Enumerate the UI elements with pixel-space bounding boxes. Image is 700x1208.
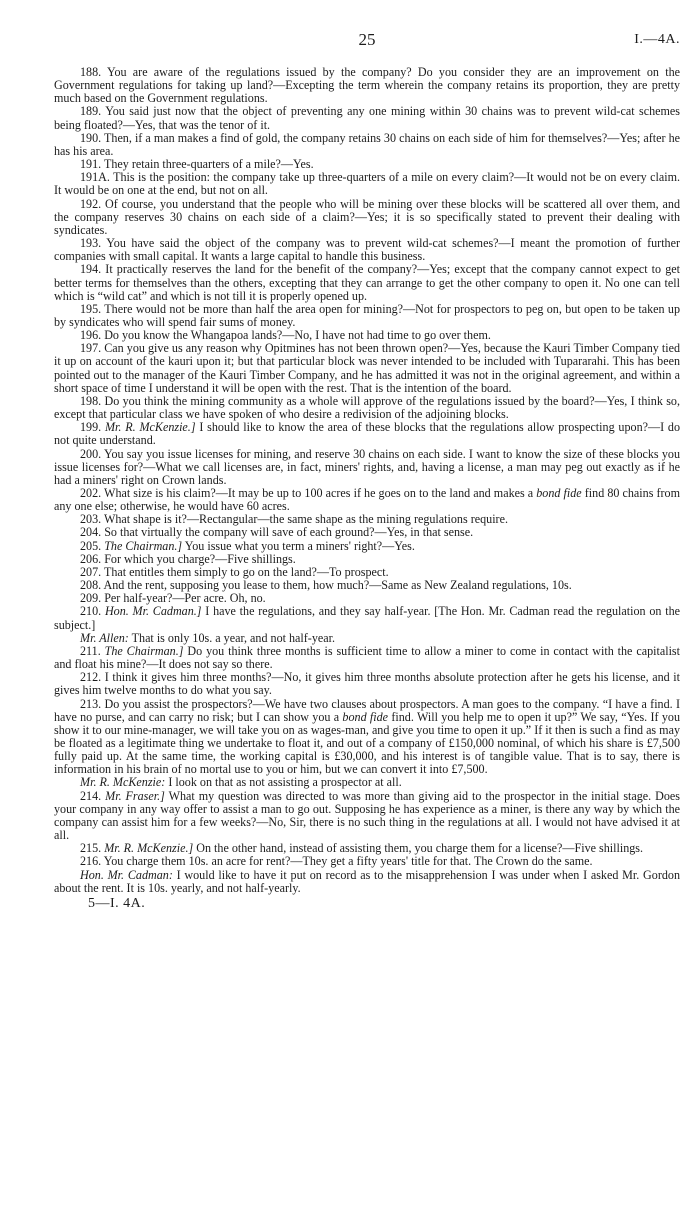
paragraph-text: 199. xyxy=(80,420,105,435)
testimony-paragraph xyxy=(54,105,680,131)
speaker-italic: Hon. Mr. Cadman: xyxy=(80,867,173,882)
paragraph-text: 190. Then, if a man makes a find of gold, the company retains 30 chains on each side of him for themselves?—Yes; after he has his area. xyxy=(54,130,680,158)
paragraph-text: 191A. This is the position: the company take up three-quarters of a mile on every claim?—It would not be on every claim. It would be on one at the end, but not on all. xyxy=(54,170,680,198)
paragraph-text: 210. xyxy=(80,604,105,619)
testimony-paragraph xyxy=(54,448,680,487)
paragraph-text: 203. What shape is it?—Rectangular—the same shape as the mining regulations require. xyxy=(80,512,508,527)
paragraph-text: 191. They retain three-quarters of a mile?—Yes. xyxy=(80,157,314,172)
paragraph-text: 206. For which you charge?—Five shillings. xyxy=(80,551,296,566)
speaker-italic: Mr. R. McKenzie.] xyxy=(104,420,196,435)
paragraph-text: find 80 chains from any one else; otherwise, he would have 60 acres. xyxy=(54,486,680,514)
paragraph-text: 202. What size is his claim?—It may be up to 100 acres if he goes on to the land and makes a xyxy=(80,486,537,500)
paragraph-text: 216. You charge them 10s. an acre for rent?—They get a fifty years' title for that. The Crown do the same. xyxy=(80,854,593,869)
paragraph-text: 194. It practically reserves the land for the benefit of the company?—Yes; except that the company cannot expect to get better terms for themselves than the others, excepting that they can arrange to get the other company to open it. No one can tell which is “wild cat” and which is not till it is properly opened up. xyxy=(54,262,680,303)
testimony-paragraph xyxy=(54,132,680,158)
testimony-paragraph xyxy=(54,487,680,513)
testimony-paragraph xyxy=(54,698,680,777)
speaker-italic: Mr. R. McKenzie.] xyxy=(104,841,194,856)
paragraph-text: find. Will you help me to open it up?” We say, “Yes. If you show it to our mine-manager, we will take you on as wages-man, and give you time to open it up.” If it then is such a find as may be floated as a legitimate thing we undertake to float it, and out of a company of £150,000 nominal, of which his share is £7,500 fully paid up. At the same time, the working capital is £30,000, and his interest is of tangible value. That is to say, there is information in his brain of no mortal use to you or him, but we can convert it into £7,500. xyxy=(54,709,680,777)
printer-signature: 5—I. 4A. xyxy=(88,895,146,911)
paragraph-text: 196. Do you know the Whangapoa lands?—No, I have not had time to go over them. xyxy=(80,328,491,343)
paragraph-text: That is only 10s. a year, and not half-year. xyxy=(128,630,335,645)
paragraph-text: I should like to know the area of these blocks that the regulations allow prospecting upon?—I do not quite understand. xyxy=(54,420,680,448)
paragraph-text: On the other hand, instead of assisting them, you charge them for a license?—Five shillings. xyxy=(193,841,644,856)
speaker-italic: The Chairman.] xyxy=(104,643,184,658)
testimony-paragraph xyxy=(54,198,680,237)
speaker-italic: The Chairman.] xyxy=(104,538,183,553)
paragraph-text: 208. And the rent, supposing you lease to them, how much?—Same as New Zealand regulations, 10s. xyxy=(80,578,572,593)
paragraph-text: 193. You have said the object of the company was to prevent wild-cat schemes?—I meant the promotion of further companies with small capital. It wants a large capital to handle this business. xyxy=(54,236,680,264)
paragraph-text: 212. I think it gives him three months?—No, it gives him three months absolute protection after he gets his license, and it gives him twelve months to do what you say. xyxy=(54,670,680,698)
paragraph-text: Do you think three months is sufficient time to allow a miner to come in contact with the capitalist and float his mine?—It does not say so there. xyxy=(54,643,680,672)
testimony-paragraph xyxy=(54,66,680,105)
paragraph-text: What my question was directed to was more than giving aid to the prospector in the initial stage. Does your company in any way offer to assist a man to go out. Supposing he has experience as a miner, is there any way by which the company can assist him for a few weeks?—No, Sir, there is no such thing in the regulations at all. I would not have advised it at all. xyxy=(54,788,681,843)
paragraph-text: I would like to have it put on record as to the misapprehension I was under when I asked Mr. Gordon about the rent. It is 10s. yearly, and not half-yearly. xyxy=(54,867,680,895)
testimony-paragraph xyxy=(54,171,680,197)
document-reference: I.—4A. xyxy=(634,32,680,47)
speaker-italic: bond fide xyxy=(536,486,582,500)
testimony-paragraph xyxy=(54,342,680,395)
paragraph-text: 188. You are aware of the regulations issued by the company? Do you consider they are an improvement on the Government regulations for taking up land?—Excepting the term wherein the company retains its proportion, they are pretty much based on the Government regulations. xyxy=(54,65,680,106)
page-number: 25 xyxy=(358,30,376,49)
paragraph-text: 200. You say you issue licenses for mining, and reserve 30 chains on each side. I want to know the size of these blocks you issue licenses for?—What we call licenses are, in fact, miners' rights, and, having a license, a man may peg out exactly as if he had a miners' right on Crown lands. xyxy=(54,446,680,487)
testimony-paragraph xyxy=(54,263,680,302)
paragraph-text: You issue what you term a miners' right?—Yes. xyxy=(182,538,415,553)
page-header xyxy=(54,30,680,52)
speaker-italic: bond fide xyxy=(342,709,389,724)
testimony-paragraph xyxy=(54,671,680,697)
paragraph-text: 197. Can you give us any reason why Opitmines has not been thrown open?—Yes, because the Kauri Timber Company tied it up on account of the kauri upon it; but that particular block was never intended to be included with Tupararahi. This has been pointed out to the manager of the Kauri Timber Company, and he has admitted it was not in the original agreement, and within a short space of time I understand it will be open with the rest. That is the intention of the board. xyxy=(54,341,680,395)
testimony-paragraph xyxy=(54,395,680,421)
paragraph-text: 211. xyxy=(80,643,105,658)
paragraph-text: 204. So that virtually the company will save of each ground?—Yes, in that sense. xyxy=(80,525,474,540)
testimony-paragraph xyxy=(54,303,680,329)
paragraph-text: 209. Per half-year?—Per acre. Oh, no. xyxy=(80,591,266,606)
speaker-italic: Mr. R. McKenzie: xyxy=(80,775,166,790)
evidence-text xyxy=(54,66,680,910)
speaker-italic: Hon. Mr. Cadman.] xyxy=(104,604,202,619)
testimony-paragraph xyxy=(54,605,680,631)
paragraph-text: I have the regulations, and they say half-year. [The Hon. Mr. Cadman read the regulation on the subject.] xyxy=(54,604,680,632)
testimony-paragraph xyxy=(54,645,680,671)
testimony-paragraph xyxy=(54,869,680,895)
paragraph-text: 215. xyxy=(80,841,105,856)
testimony-paragraph xyxy=(54,421,680,447)
speaker-italic: Mr. Allen: xyxy=(80,630,129,645)
paragraph-text: 192. Of course, you understand that the people who will be mining over these blocks will be scattered all over them, and the company reserves 30 chains on each side of a claim?—Yes; it is so specifically stated to prevent their dealing with syndicates. xyxy=(54,196,680,237)
testimony-paragraph xyxy=(54,790,680,843)
paragraph-text: I look on that as not assisting a prospector at all. xyxy=(165,775,402,790)
paragraph-text: 205. xyxy=(80,538,105,553)
paragraph-text: 207. That entitles them simply to go on the land?—To prospect. xyxy=(80,564,389,579)
paragraph-text: 213. Do you assist the prospectors?—We have two clauses about prospectors. A man goes to the company. “I have a find. I have no purse, and can carry no risk; but I can show you a xyxy=(54,696,680,724)
paragraph-text: 198. Do you think the mining community as a whole will approve of the regulations issued by the board?—Yes, I think so, except that particular class we have spoken of who desire a redivision of the adjoining blocks. xyxy=(54,393,680,422)
paragraph-text: 214. xyxy=(80,788,106,803)
paragraph-text: 195. There would not be more than half the area open for mining?—Not for prospectors to peg on, but open to be taken up by syndicates who will spend fair sums of money. xyxy=(54,301,680,329)
speaker-italic: Mr. Fraser.] xyxy=(105,788,165,803)
paragraph-text: 189. You said just now that the object of preventing any one mining within 30 chains was to prevent wild-cat schemes being floated?—Yes, that was the tenor of it. xyxy=(54,104,680,132)
testimony-paragraph xyxy=(54,237,680,263)
